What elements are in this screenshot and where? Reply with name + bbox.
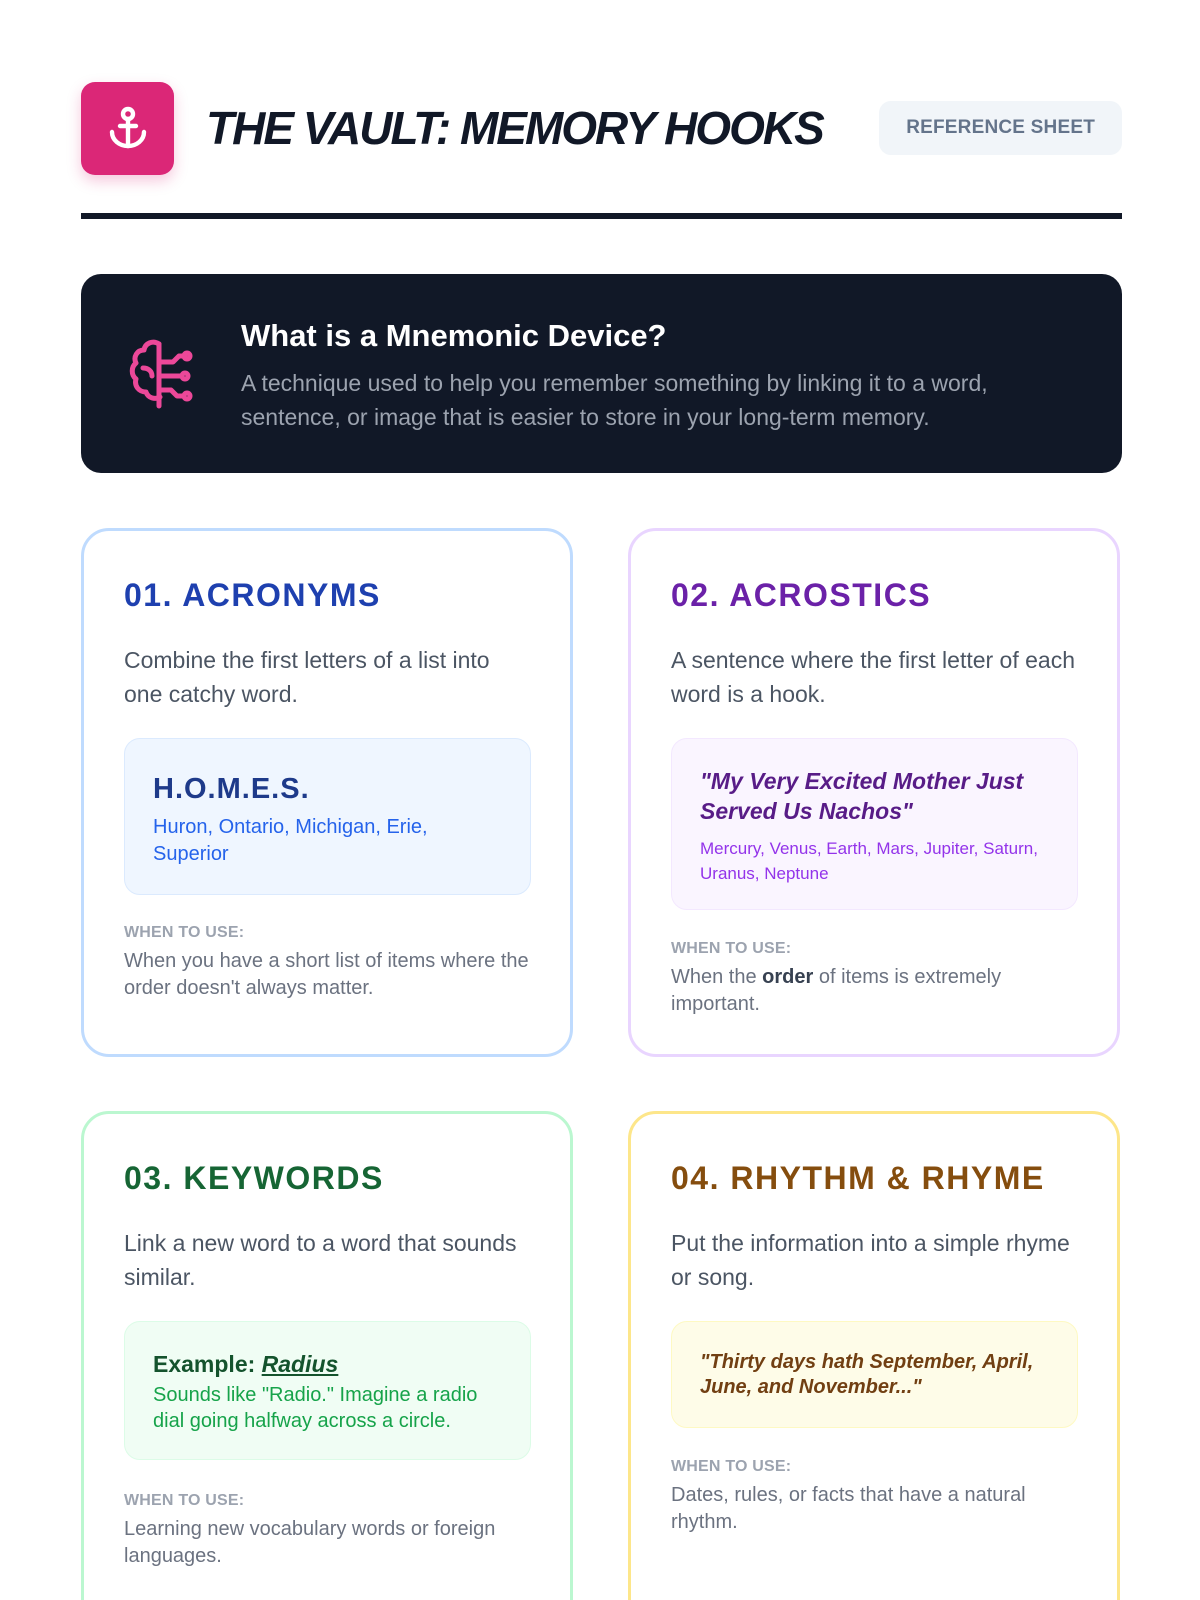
example-main: "My Very Excited Mother Just Served Us Nachos" <box>700 768 1024 824</box>
intro-banner <box>81 274 1122 473</box>
card-acrostics <box>628 528 1120 1057</box>
example-box <box>671 1321 1078 1428</box>
example-detail: Huron, Ontario, Michigan, Erie, Superior <box>153 816 428 865</box>
when-text-after: of items is extremely important. <box>671 966 1002 1015</box>
example-box <box>124 738 531 895</box>
card-rhythm-rhyme <box>628 1111 1120 1600</box>
header-divider <box>81 213 1122 219</box>
card-title: 04. RHYTHM & RHYME <box>671 1160 1045 1196</box>
card-keywords <box>81 1111 573 1600</box>
page-title: THE VAULT: MEMORY HOOKS <box>206 102 823 154</box>
when-text: When you have a short list of items where the order doesn't always matter. <box>124 950 529 999</box>
when-text-before: When the <box>671 966 763 988</box>
example-detail: Sounds like "Radio." Imagine a radio dial going halfway across a circle. <box>153 1384 478 1432</box>
example-detail: Mercury, Venus, Earth, Mars, Jupiter, Saturn, Uranus, Neptune <box>700 839 1038 883</box>
example-main <box>153 1351 502 1378</box>
intro-title: What is a Mnemonic Device? <box>241 318 667 353</box>
card-description: Combine the first letters of a list into one catchy word. <box>124 647 490 707</box>
example-main: H.O.M.E.S. <box>153 773 310 805</box>
when-to-use <box>124 924 534 1002</box>
reference-sheet-badge: REFERENCE SHEET <box>879 101 1122 155</box>
when-to-use <box>671 940 1081 1018</box>
card-description: A sentence where the first letter of each word is a hook. <box>671 647 1076 707</box>
card-title: 02. ACROSTICS <box>671 577 932 613</box>
card-title: 03. KEYWORDS <box>124 1160 384 1196</box>
anchor-icon <box>81 82 174 175</box>
card-title: 01. ACRONYMS <box>124 577 381 613</box>
example-box <box>124 1321 531 1460</box>
card-description: Put the information into a simple rhyme or song. <box>671 1230 1070 1290</box>
card-acronyms <box>81 528 573 1057</box>
card-description: Link a new word to a word that sounds similar. <box>124 1230 517 1290</box>
example-term: Radius <box>261 1351 339 1377</box>
intro-description: A technique used to help you remember something by linking it to a word, sentence, or image that is easier to store in your long-term memory. <box>241 370 988 430</box>
page-header <box>81 81 1122 175</box>
example-main: "Thirty days hath September, April, June, and November..." <box>700 1351 1034 1398</box>
example-prefix: Example: <box>153 1351 262 1377</box>
when-text: Learning new vocabulary words or foreign languages. <box>124 1518 496 1567</box>
when-label: WHEN TO USE: <box>124 1492 245 1509</box>
when-to-use <box>124 1492 534 1570</box>
brain-icon <box>121 332 203 414</box>
when-label: WHEN TO USE: <box>671 940 792 957</box>
when-text <box>671 964 1081 1018</box>
when-text: Dates, rules, or facts that have a natural rhythm. <box>671 1484 1026 1533</box>
when-text-emphasis: order <box>762 966 814 988</box>
when-label: WHEN TO USE: <box>671 1458 792 1475</box>
when-label: WHEN TO USE: <box>124 924 245 941</box>
when-to-use <box>671 1458 1081 1536</box>
example-box <box>671 738 1078 910</box>
